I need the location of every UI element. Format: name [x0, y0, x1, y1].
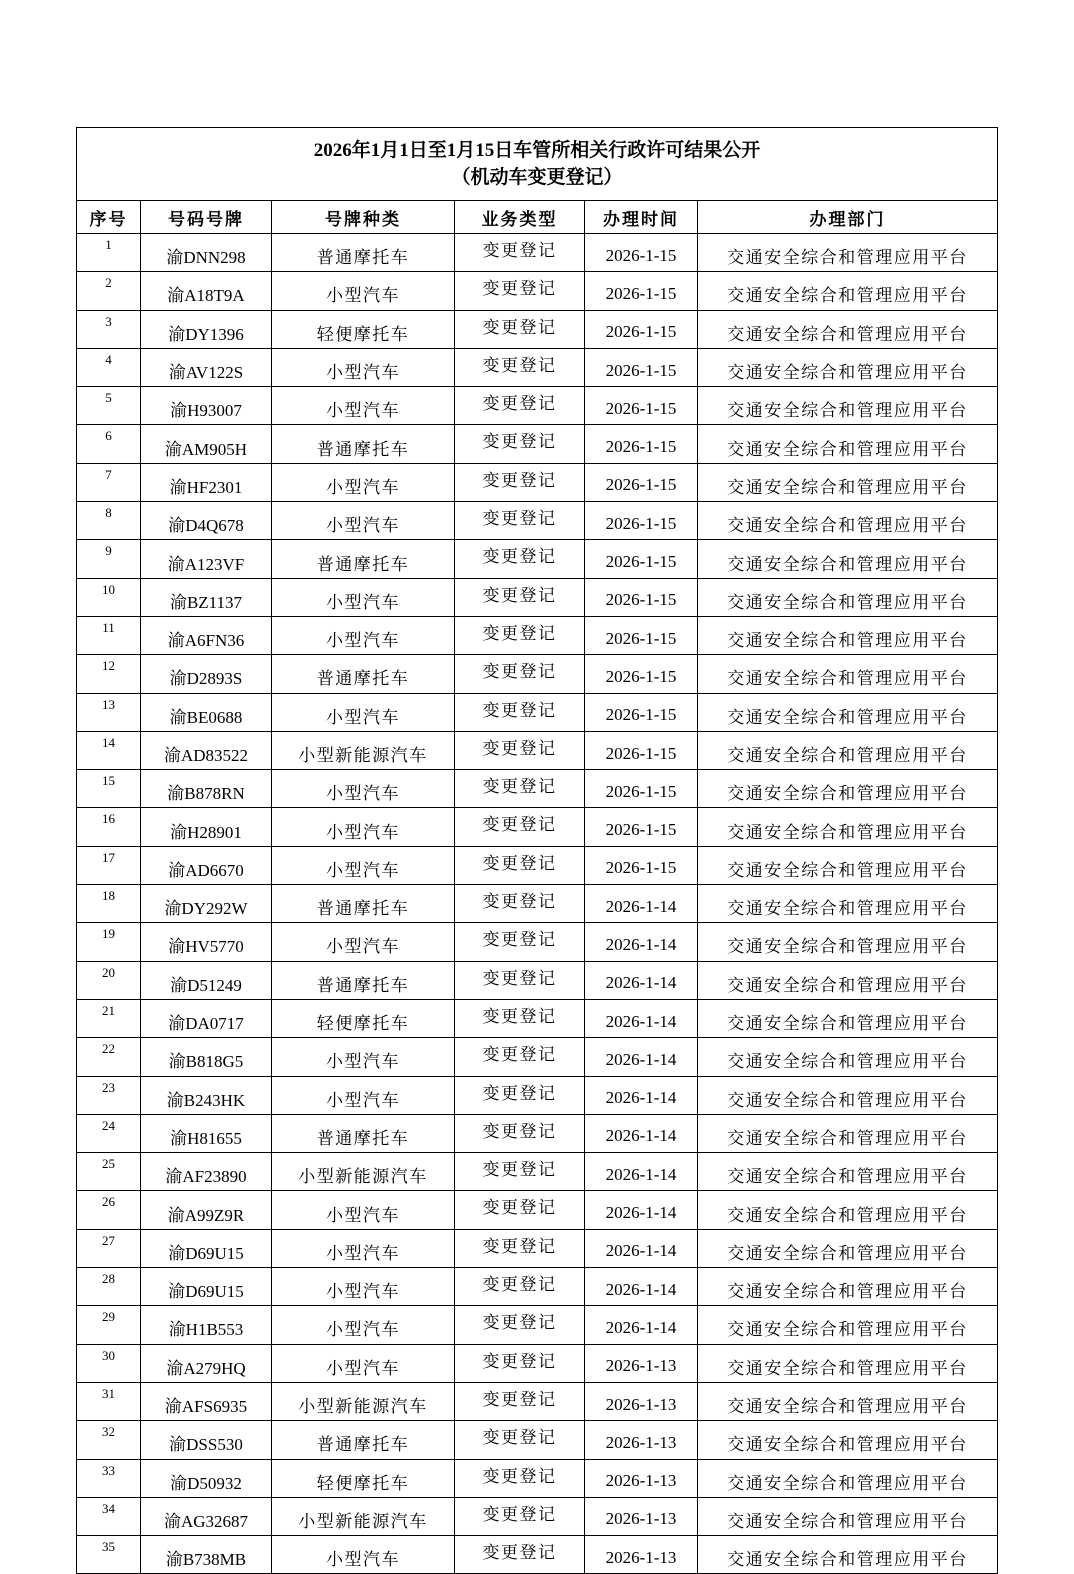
cell-business-type: 变更登记 [455, 310, 585, 348]
table-row [77, 923, 998, 961]
table-row [77, 1536, 998, 1574]
cell-process-date: 2026-1-15 [585, 310, 698, 348]
header-department: 办理部门 [698, 201, 998, 234]
cell-plate-number: 渝H28901 [141, 808, 272, 846]
cell-seq: 7 [77, 463, 141, 501]
cell-seq: 12 [77, 655, 141, 693]
cell-business-type: 变更登记 [455, 1459, 585, 1497]
cell-department: 交通安全综合和管理应用平台 [698, 1459, 998, 1497]
cell-plate-type: 小型汽车 [272, 1306, 455, 1344]
cell-seq: 34 [77, 1497, 141, 1535]
cell-plate-type: 小型新能源汽车 [272, 731, 455, 769]
cell-plate-type: 小型新能源汽车 [272, 1382, 455, 1420]
cell-process-date: 2026-1-15 [585, 616, 698, 654]
cell-business-type: 变更登记 [455, 961, 585, 999]
cell-process-date: 2026-1-14 [585, 1191, 698, 1229]
table-row [77, 1153, 998, 1191]
cell-process-date: 2026-1-15 [585, 693, 698, 731]
cell-plate-type: 小型汽车 [272, 578, 455, 616]
table-row [77, 655, 998, 693]
cell-business-type: 变更登记 [455, 463, 585, 501]
cell-department: 交通安全综合和管理应用平台 [698, 1536, 998, 1574]
cell-business-type: 变更登记 [455, 1268, 585, 1306]
cell-plate-type: 小型新能源汽车 [272, 1153, 455, 1191]
cell-department: 交通安全综合和管理应用平台 [698, 1191, 998, 1229]
cell-plate-type: 小型汽车 [272, 923, 455, 961]
cell-business-type: 变更登记 [455, 846, 585, 884]
cell-business-type: 变更登记 [455, 770, 585, 808]
cell-process-date: 2026-1-13 [585, 1344, 698, 1382]
cell-plate-number: 渝AF23890 [141, 1153, 272, 1191]
cell-department: 交通安全综合和管理应用平台 [698, 1038, 998, 1076]
cell-seq: 1 [77, 234, 141, 272]
cell-seq: 5 [77, 387, 141, 425]
cell-plate-type: 普通摩托车 [272, 540, 455, 578]
cell-seq: 28 [77, 1268, 141, 1306]
title-line-1: 2026年1月1日至1月15日车管所相关行政许可结果公开 [313, 140, 761, 161]
cell-business-type: 变更登记 [455, 578, 585, 616]
table-row [77, 846, 998, 884]
cell-plate-type: 小型汽车 [272, 1038, 455, 1076]
table-row [77, 1191, 998, 1229]
cell-business-type: 变更登记 [455, 1382, 585, 1420]
cell-plate-type: 小型汽车 [272, 463, 455, 501]
cell-seq: 13 [77, 693, 141, 731]
cell-plate-number: 渝D50932 [141, 1459, 272, 1497]
cell-process-date: 2026-1-15 [585, 463, 698, 501]
table-row [77, 1038, 998, 1076]
table-row [77, 348, 998, 386]
cell-plate-type: 小型汽车 [272, 1076, 455, 1114]
cell-seq: 4 [77, 348, 141, 386]
cell-department: 交通安全综合和管理应用平台 [698, 1229, 998, 1267]
cell-process-date: 2026-1-15 [585, 808, 698, 846]
cell-business-type: 变更登记 [455, 425, 585, 463]
cell-seq: 24 [77, 1114, 141, 1152]
cell-process-date: 2026-1-15 [585, 348, 698, 386]
cell-process-date: 2026-1-14 [585, 1268, 698, 1306]
cell-plate-number: 渝D2893S [141, 655, 272, 693]
cell-plate-number: 渝A123VF [141, 540, 272, 578]
cell-department: 交通安全综合和管理应用平台 [698, 846, 998, 884]
cell-seq: 31 [77, 1382, 141, 1420]
table-row [77, 387, 998, 425]
cell-process-date: 2026-1-15 [585, 731, 698, 769]
cell-process-date: 2026-1-14 [585, 923, 698, 961]
cell-plate-number: 渝AV122S [141, 348, 272, 386]
cell-seq: 9 [77, 540, 141, 578]
cell-seq: 32 [77, 1421, 141, 1459]
cell-seq: 14 [77, 731, 141, 769]
cell-plate-number: 渝D51249 [141, 961, 272, 999]
cell-plate-type: 小型汽车 [272, 348, 455, 386]
cell-business-type: 变更登记 [455, 502, 585, 540]
cell-plate-number: 渝D4Q678 [141, 502, 272, 540]
cell-seq: 21 [77, 999, 141, 1037]
table-row [77, 1306, 998, 1344]
cell-seq: 15 [77, 770, 141, 808]
cell-department: 交通安全综合和管理应用平台 [698, 1114, 998, 1152]
cell-plate-type: 小型汽车 [272, 1344, 455, 1382]
cell-plate-number: 渝AFS6935 [141, 1382, 272, 1420]
cell-plate-number: 渝H81655 [141, 1114, 272, 1152]
cell-process-date: 2026-1-14 [585, 885, 698, 923]
header-plate-type: 号牌种类 [272, 201, 455, 234]
table-row [77, 1076, 998, 1114]
cell-process-date: 2026-1-14 [585, 961, 698, 999]
cell-business-type: 变更登记 [455, 1076, 585, 1114]
cell-plate-type: 小型汽车 [272, 1191, 455, 1229]
title-line-2: （机动车变更登记） [451, 167, 623, 188]
table-row [77, 1421, 998, 1459]
cell-department: 交通安全综合和管理应用平台 [698, 1268, 998, 1306]
cell-process-date: 2026-1-14 [585, 999, 698, 1037]
cell-plate-number: 渝A6FN36 [141, 616, 272, 654]
cell-seq: 6 [77, 425, 141, 463]
cell-plate-number: 渝B818G5 [141, 1038, 272, 1076]
table-row [77, 961, 998, 999]
cell-department: 交通安全综合和管理应用平台 [698, 387, 998, 425]
cell-process-date: 2026-1-15 [585, 770, 698, 808]
cell-business-type: 变更登记 [455, 234, 585, 272]
cell-seq: 20 [77, 961, 141, 999]
table-row [77, 616, 998, 654]
cell-process-date: 2026-1-15 [585, 578, 698, 616]
cell-process-date: 2026-1-15 [585, 425, 698, 463]
cell-plate-number: 渝DNN298 [141, 234, 272, 272]
cell-seq: 26 [77, 1191, 141, 1229]
cell-plate-number: 渝DA0717 [141, 999, 272, 1037]
cell-seq: 3 [77, 310, 141, 348]
table-row [77, 808, 998, 846]
cell-business-type: 变更登记 [455, 885, 585, 923]
cell-plate-number: 渝DSS530 [141, 1421, 272, 1459]
cell-seq: 11 [77, 616, 141, 654]
cell-plate-type: 小型新能源汽车 [272, 1497, 455, 1535]
cell-department: 交通安全综合和管理应用平台 [698, 425, 998, 463]
cell-plate-number: 渝AD83522 [141, 731, 272, 769]
cell-business-type: 变更登记 [455, 808, 585, 846]
cell-plate-type: 轻便摩托车 [272, 310, 455, 348]
cell-plate-number: 渝HF2301 [141, 463, 272, 501]
cell-department: 交通安全综合和管理应用平台 [698, 616, 998, 654]
cell-business-type: 变更登记 [455, 1306, 585, 1344]
document-title [77, 128, 998, 201]
cell-plate-type: 普通摩托车 [272, 885, 455, 923]
cell-department: 交通安全综合和管理应用平台 [698, 502, 998, 540]
cell-seq: 23 [77, 1076, 141, 1114]
cell-department: 交通安全综合和管理应用平台 [698, 999, 998, 1037]
cell-business-type: 变更登记 [455, 616, 585, 654]
cell-process-date: 2026-1-15 [585, 502, 698, 540]
cell-plate-type: 小型汽车 [272, 770, 455, 808]
cell-business-type: 变更登记 [455, 1344, 585, 1382]
cell-department: 交通安全综合和管理应用平台 [698, 693, 998, 731]
table-row [77, 272, 998, 310]
table-row [77, 1344, 998, 1382]
cell-plate-number: 渝B878RN [141, 770, 272, 808]
cell-seq: 30 [77, 1344, 141, 1382]
document-page [76, 127, 997, 1574]
cell-business-type: 变更登记 [455, 1421, 585, 1459]
cell-department: 交通安全综合和管理应用平台 [698, 1344, 998, 1382]
cell-plate-type: 小型汽车 [272, 846, 455, 884]
header-process-date: 办理时间 [585, 201, 698, 234]
table-row [77, 693, 998, 731]
cell-department: 交通安全综合和管理应用平台 [698, 1421, 998, 1459]
table-header-row [77, 201, 998, 234]
cell-plate-number: 渝AG32687 [141, 1497, 272, 1535]
cell-process-date: 2026-1-13 [585, 1382, 698, 1420]
cell-business-type: 变更登记 [455, 923, 585, 961]
cell-business-type: 变更登记 [455, 272, 585, 310]
cell-process-date: 2026-1-14 [585, 1038, 698, 1076]
cell-business-type: 变更登记 [455, 387, 585, 425]
cell-process-date: 2026-1-15 [585, 846, 698, 884]
header-plate-number: 号码号牌 [141, 201, 272, 234]
cell-seq: 8 [77, 502, 141, 540]
cell-process-date: 2026-1-13 [585, 1459, 698, 1497]
cell-department: 交通安全综合和管理应用平台 [698, 234, 998, 272]
cell-plate-number: 渝HV5770 [141, 923, 272, 961]
cell-plate-type: 小型汽车 [272, 387, 455, 425]
table-row [77, 770, 998, 808]
cell-process-date: 2026-1-15 [585, 540, 698, 578]
cell-process-date: 2026-1-13 [585, 1497, 698, 1535]
cell-plate-number: 渝DY1396 [141, 310, 272, 348]
cell-plate-number: 渝A18T9A [141, 272, 272, 310]
cell-department: 交通安全综合和管理应用平台 [698, 770, 998, 808]
cell-plate-number: 渝A279HQ [141, 1344, 272, 1382]
cell-process-date: 2026-1-14 [585, 1114, 698, 1152]
cell-plate-number: 渝D69U15 [141, 1229, 272, 1267]
cell-process-date: 2026-1-14 [585, 1076, 698, 1114]
cell-business-type: 变更登记 [455, 1191, 585, 1229]
cell-plate-number: 渝AD6670 [141, 846, 272, 884]
cell-department: 交通安全综合和管理应用平台 [698, 923, 998, 961]
cell-seq: 27 [77, 1229, 141, 1267]
cell-plate-type: 普通摩托车 [272, 961, 455, 999]
cell-process-date: 2026-1-14 [585, 1306, 698, 1344]
cell-plate-type: 普通摩托车 [272, 234, 455, 272]
header-seq: 序号 [77, 201, 141, 234]
cell-plate-number: 渝H1B553 [141, 1306, 272, 1344]
header-business-type: 业务类型 [455, 201, 585, 234]
cell-plate-type: 普通摩托车 [272, 1114, 455, 1152]
cell-plate-number: 渝D69U15 [141, 1268, 272, 1306]
cell-process-date: 2026-1-15 [585, 234, 698, 272]
table-row [77, 1497, 998, 1535]
cell-plate-type: 小型汽车 [272, 1536, 455, 1574]
table-row [77, 1229, 998, 1267]
cell-plate-type: 普通摩托车 [272, 655, 455, 693]
cell-plate-number: 渝A99Z9R [141, 1191, 272, 1229]
cell-plate-number: 渝H93007 [141, 387, 272, 425]
cell-department: 交通安全综合和管理应用平台 [698, 961, 998, 999]
cell-plate-type: 小型汽车 [272, 693, 455, 731]
cell-business-type: 变更登记 [455, 1229, 585, 1267]
cell-process-date: 2026-1-14 [585, 1153, 698, 1191]
table-row [77, 502, 998, 540]
cell-plate-number: 渝BZ1137 [141, 578, 272, 616]
cell-seq: 2 [77, 272, 141, 310]
cell-department: 交通安全综合和管理应用平台 [698, 578, 998, 616]
cell-business-type: 变更登记 [455, 655, 585, 693]
cell-plate-type: 普通摩托车 [272, 1421, 455, 1459]
cell-process-date: 2026-1-13 [585, 1536, 698, 1574]
cell-business-type: 变更登记 [455, 731, 585, 769]
cell-department: 交通安全综合和管理应用平台 [698, 655, 998, 693]
cell-process-date: 2026-1-13 [585, 1421, 698, 1459]
cell-plate-type: 小型汽车 [272, 1229, 455, 1267]
cell-department: 交通安全综合和管理应用平台 [698, 272, 998, 310]
cell-department: 交通安全综合和管理应用平台 [698, 1306, 998, 1344]
cell-business-type: 变更登记 [455, 1114, 585, 1152]
cell-business-type: 变更登记 [455, 1536, 585, 1574]
cell-plate-number: 渝DY292W [141, 885, 272, 923]
cell-seq: 25 [77, 1153, 141, 1191]
cell-seq: 18 [77, 885, 141, 923]
cell-seq: 29 [77, 1306, 141, 1344]
cell-department: 交通安全综合和管理应用平台 [698, 1497, 998, 1535]
cell-department: 交通安全综合和管理应用平台 [698, 885, 998, 923]
cell-department: 交通安全综合和管理应用平台 [698, 808, 998, 846]
cell-plate-type: 普通摩托车 [272, 425, 455, 463]
cell-seq: 35 [77, 1536, 141, 1574]
cell-seq: 16 [77, 808, 141, 846]
table-row [77, 731, 998, 769]
cell-plate-type: 轻便摩托车 [272, 999, 455, 1037]
cell-seq: 33 [77, 1459, 141, 1497]
table-row [77, 463, 998, 501]
cell-seq: 10 [77, 578, 141, 616]
cell-process-date: 2026-1-15 [585, 655, 698, 693]
cell-plate-type: 小型汽车 [272, 272, 455, 310]
cell-seq: 22 [77, 1038, 141, 1076]
cell-plate-number: 渝B243HK [141, 1076, 272, 1114]
table-row [77, 425, 998, 463]
table-row [77, 1268, 998, 1306]
cell-department: 交通安全综合和管理应用平台 [698, 348, 998, 386]
table-row [77, 999, 998, 1037]
cell-plate-type: 轻便摩托车 [272, 1459, 455, 1497]
table-row [77, 1382, 998, 1420]
cell-business-type: 变更登记 [455, 1038, 585, 1076]
cell-business-type: 变更登记 [455, 348, 585, 386]
table-row [77, 885, 998, 923]
cell-business-type: 变更登记 [455, 540, 585, 578]
cell-plate-type: 小型汽车 [272, 1268, 455, 1306]
cell-plate-number: 渝BE0688 [141, 693, 272, 731]
cell-department: 交通安全综合和管理应用平台 [698, 1382, 998, 1420]
cell-department: 交通安全综合和管理应用平台 [698, 1076, 998, 1114]
cell-plate-type: 小型汽车 [272, 616, 455, 654]
cell-department: 交通安全综合和管理应用平台 [698, 310, 998, 348]
table-row [77, 540, 998, 578]
cell-plate-type: 小型汽车 [272, 808, 455, 846]
cell-business-type: 变更登记 [455, 1153, 585, 1191]
cell-department: 交通安全综合和管理应用平台 [698, 540, 998, 578]
cell-department: 交通安全综合和管理应用平台 [698, 463, 998, 501]
cell-seq: 19 [77, 923, 141, 961]
cell-plate-type: 小型汽车 [272, 502, 455, 540]
table-row [77, 234, 998, 272]
cell-seq: 17 [77, 846, 141, 884]
cell-process-date: 2026-1-15 [585, 272, 698, 310]
cell-business-type: 变更登记 [455, 1497, 585, 1535]
table-row [77, 310, 998, 348]
cell-department: 交通安全综合和管理应用平台 [698, 1153, 998, 1191]
cell-process-date: 2026-1-15 [585, 387, 698, 425]
table-row [77, 1114, 998, 1152]
cell-process-date: 2026-1-14 [585, 1229, 698, 1267]
results-table [76, 127, 998, 1574]
cell-business-type: 变更登记 [455, 693, 585, 731]
cell-business-type: 变更登记 [455, 999, 585, 1037]
table-row [77, 1459, 998, 1497]
table-row [77, 578, 998, 616]
cell-department: 交通安全综合和管理应用平台 [698, 731, 998, 769]
cell-plate-number: 渝AM905H [141, 425, 272, 463]
cell-plate-number: 渝B738MB [141, 1536, 272, 1574]
